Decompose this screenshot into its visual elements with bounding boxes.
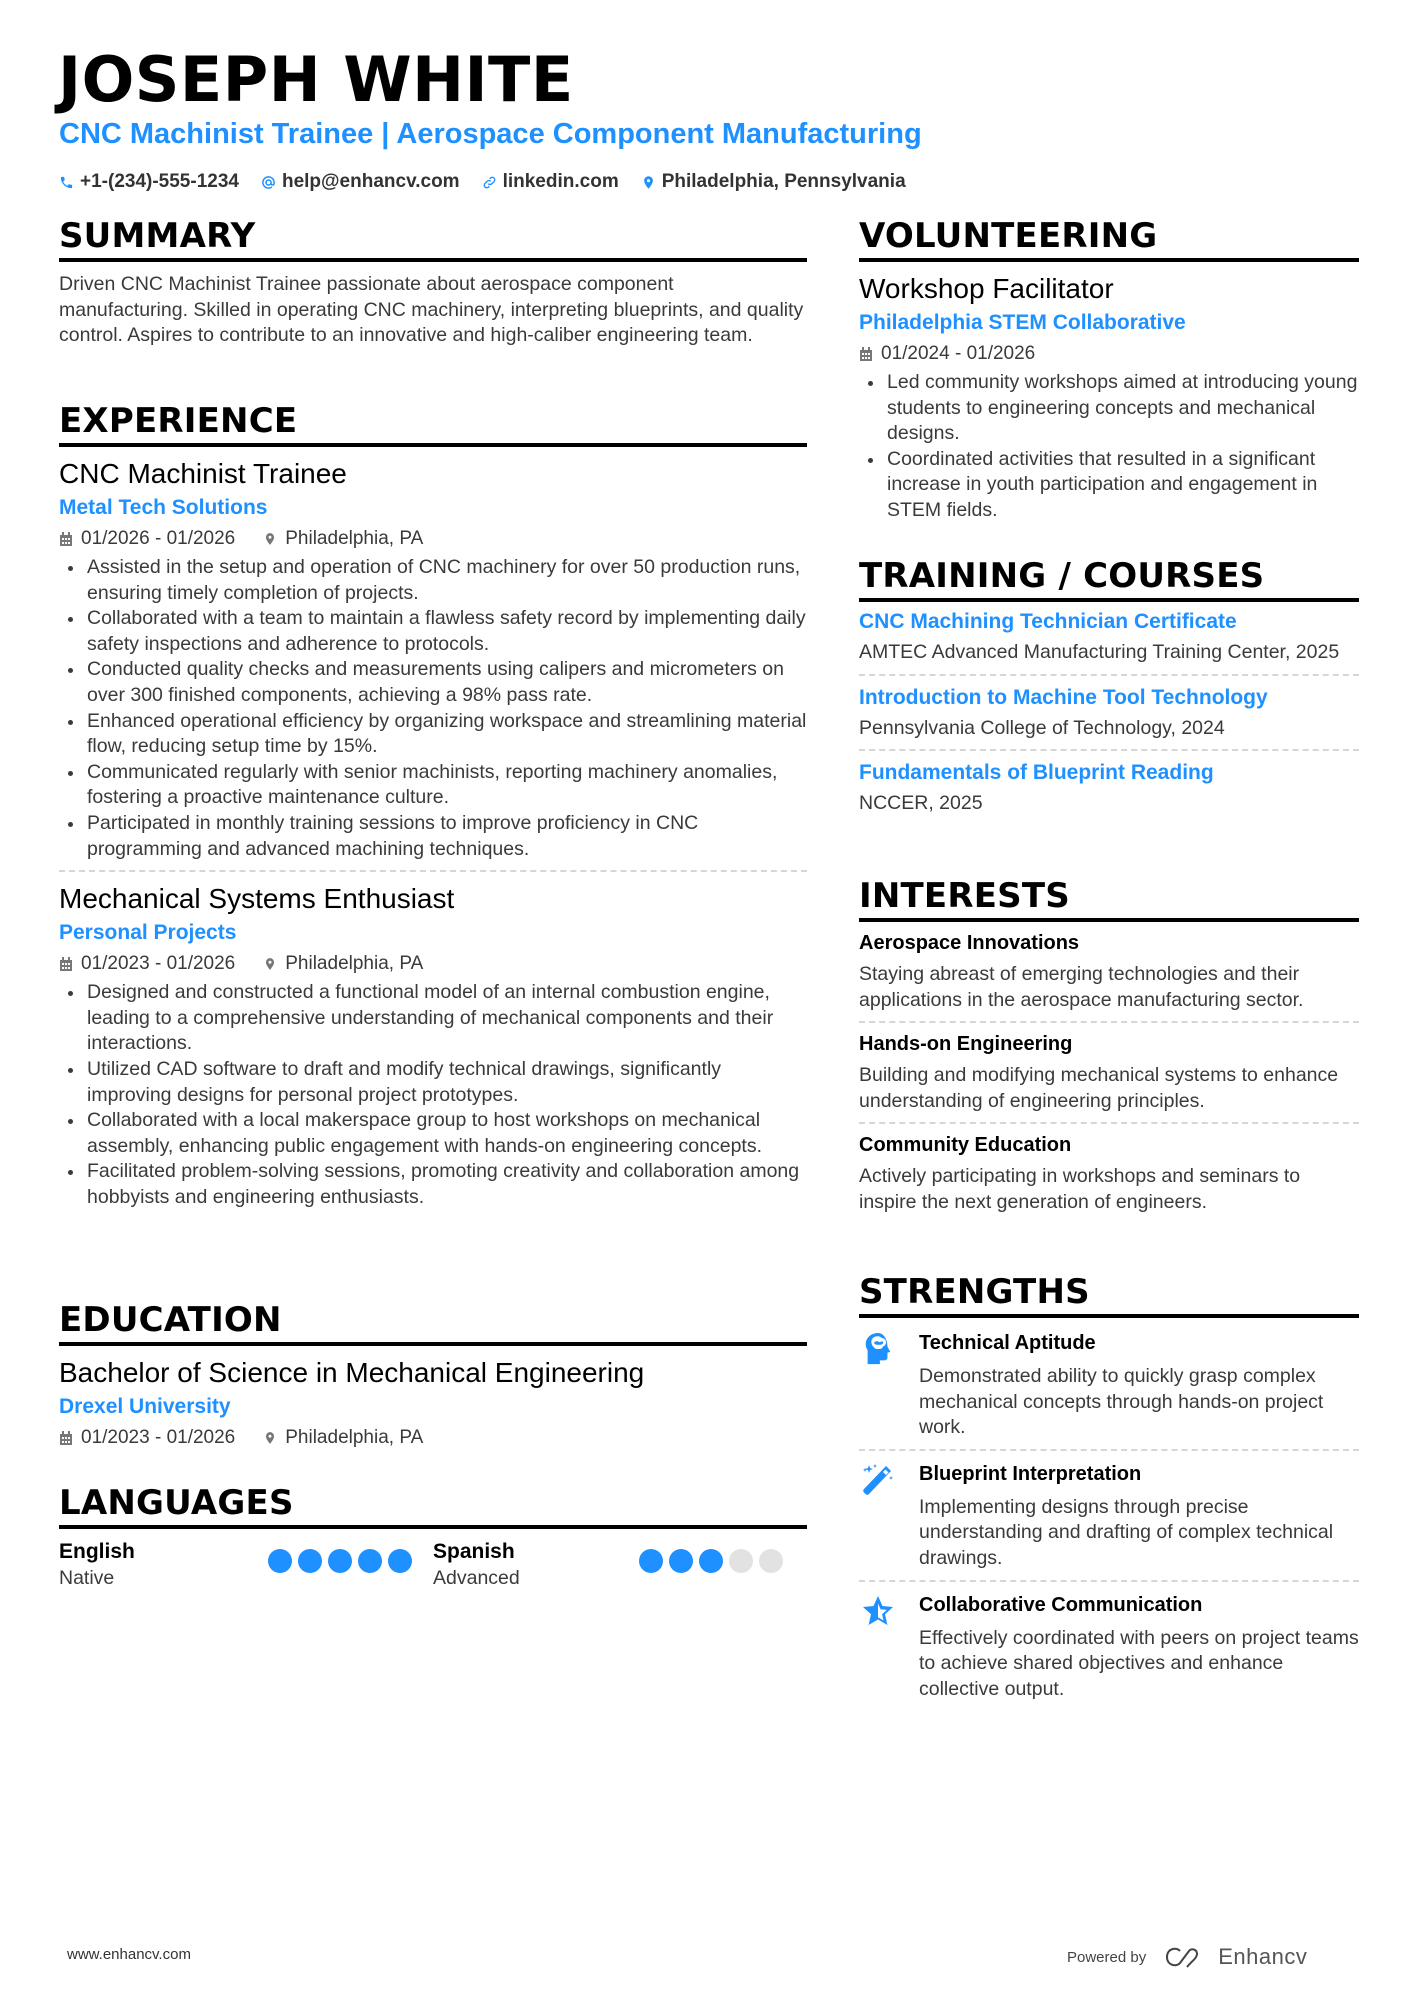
head-brain-icon: [861, 1332, 895, 1366]
degree: Bachelor of Science in Mechanical Engineering: [59, 1357, 645, 1388]
calendar-icon: [859, 346, 873, 362]
education-item: [59, 1356, 807, 1450]
education-section: [59, 1300, 807, 1450]
course-provider: AMTEC Advanced Manufacturing Training Center, 2025: [859, 641, 1340, 663]
languages-list: [59, 1539, 807, 1591]
job-title: Mechanical Systems Enthusiast: [59, 883, 455, 915]
item-divider: [859, 674, 1359, 676]
contact-phone[interactable]: [59, 170, 239, 194]
interest-item: [859, 1031, 1359, 1114]
volunteer-bullets: [859, 370, 1359, 524]
experience-item: [59, 457, 807, 862]
bullet: Utilized CAD software to draft and modify technical drawings, significantly improving designs for personal project prototypes.: [59, 1057, 807, 1108]
job-meta: [59, 527, 807, 551]
calendar-icon: [59, 1430, 73, 1446]
job-location: Philadelphia, PA: [285, 528, 424, 549]
phone-icon: [59, 175, 74, 190]
language-level: Advanced: [433, 1567, 520, 1589]
volunteer-org: Philadelphia STEM Collaborative: [859, 311, 1186, 334]
strength-title: Technical Aptitude: [919, 1332, 1096, 1354]
bullet: Led community workshops aimed at introducing young students to engineering concepts and mechanical designs.: [859, 370, 1359, 447]
bullet: Assisted in the setup and operation of CNC machinery for over 50 production runs, ensuring timely completion of projects.: [59, 555, 807, 606]
powered-by-label: Powered by: [1067, 1948, 1147, 1966]
job-bullets: [59, 555, 807, 862]
bullet: Enhanced operational efficiency by organizing workspace and streamlining material flow, reducing setup time by 15%.: [59, 709, 807, 760]
section-title-training: TRAINING / COURSES: [859, 556, 1265, 596]
company-name: Personal Projects: [59, 921, 237, 945]
strength-item: [859, 1592, 1359, 1703]
course-item: [859, 684, 1359, 742]
rating-dot-empty: [729, 1549, 753, 1573]
calendar-icon: [59, 531, 73, 547]
enhancv-logo-icon: [1164, 1945, 1210, 1969]
magic-wand-icon: [861, 1463, 895, 1497]
half-star-icon: [861, 1594, 895, 1628]
volunteering-item: [859, 272, 1359, 524]
rating-dot-filled: [268, 1549, 292, 1573]
location-pin-icon: [641, 175, 656, 190]
education-meta: [59, 1426, 807, 1450]
item-divider: [859, 1021, 1359, 1023]
candidate-name: JOSEPH WHITE: [58, 43, 574, 116]
course-item: [859, 759, 1359, 817]
rating-dot-filled: [358, 1549, 382, 1573]
bullet: Designed and constructed a functional model of an internal combustion engine, leading to a comprehensive understanding of mechanical components and their interactions.: [59, 980, 807, 1057]
language-level: Native: [59, 1567, 115, 1589]
calendar-icon: [59, 956, 73, 972]
section-title-experience: EXPERIENCE: [59, 401, 298, 441]
interest-item: [859, 930, 1359, 1013]
bullet: Coordinated activities that resulted in a significant increase in youth participation and engagement in STEM fields.: [859, 447, 1359, 524]
section-rule: [859, 918, 1359, 922]
interest-text: Actively participating in workshops and seminars to inspire the next generation of engineers.: [859, 1165, 1301, 1213]
training-section: [859, 556, 1359, 817]
course-title: CNC Machining Technician Certificate: [859, 610, 1237, 633]
interest-item: [859, 1132, 1359, 1215]
contact-email-text: help@enhancv.com: [281, 171, 460, 192]
job-dates: 01/2026 - 01/2026: [81, 528, 236, 549]
contact-linkedin[interactable]: [482, 170, 619, 194]
item-divider: [859, 749, 1359, 751]
interest-text: Staying abreast of emerging technologies and their applications in the aerospace manufacturing sector.: [859, 963, 1304, 1011]
section-rule: [59, 443, 807, 447]
course-provider: NCCER, 2025: [859, 792, 983, 815]
bullet: Collaborated with a local makerspace group to host workshops on mechanical assembly, enhancing public engagement with hands-on engineering concepts.: [59, 1108, 807, 1159]
bullet: Participated in monthly training sessions to improve proficiency in CNC programming and advanced machining techniques.: [59, 811, 807, 862]
language-english: [59, 1539, 433, 1591]
brand-logo[interactable]: [1164, 1944, 1307, 1970]
section-rule: [859, 258, 1359, 262]
strength-text: Effectively coordinated with peers on project teams to achieve shared objectives and enhance collective output.: [919, 1626, 1359, 1700]
volunteering-section: [859, 216, 1359, 524]
section-rule: [859, 1314, 1359, 1318]
company-name: Metal Tech Solutions: [59, 496, 268, 519]
contact-location: [641, 170, 906, 194]
footer-website[interactable]: www.enhancv.com: [67, 1946, 191, 1963]
footer-branding: [1067, 1944, 1307, 1970]
headline: CNC Machinist Trainee | Aerospace Component Manufacturing: [59, 118, 922, 150]
brand-name: Enhancv: [1218, 1944, 1308, 1969]
contact-email[interactable]: [261, 170, 460, 194]
section-title-summary: SUMMARY: [59, 216, 256, 256]
course-title: Fundamentals of Blueprint Reading: [859, 761, 1214, 785]
course-provider: Pennsylvania College of Technology, 2024: [859, 716, 1225, 739]
rating-dot-filled: [298, 1549, 322, 1573]
item-divider: [859, 1449, 1359, 1451]
section-title-volunteering: VOLUNTEERING: [859, 216, 1158, 256]
section-title-languages: LANGUAGES: [59, 1483, 294, 1523]
rating-dot-filled: [699, 1549, 723, 1573]
experience-item: [59, 882, 807, 1210]
education-location: Philadelphia, PA: [285, 1427, 424, 1448]
interest-title: Aerospace Innovations: [859, 932, 1080, 954]
section-title-interests: INTERESTS: [859, 876, 1070, 916]
strength-text: Implementing designs through precise understanding and drafting of complex technical drawings.: [919, 1495, 1334, 1569]
volunteer-meta: [859, 342, 1359, 366]
link-icon: [482, 175, 497, 190]
course-item: [859, 608, 1359, 666]
section-title-strengths: STRENGTHS: [859, 1272, 1090, 1312]
section-rule: [59, 1342, 807, 1346]
school-name: Drexel University: [59, 1395, 231, 1418]
strengths-section: [859, 1272, 1359, 1702]
rating-dot-filled: [669, 1549, 693, 1573]
job-title: CNC Machinist Trainee: [59, 458, 347, 489]
contact-bar: [59, 170, 906, 194]
strength-item: [859, 1461, 1359, 1572]
location-pin-icon: [263, 956, 277, 972]
strength-title: Collaborative Communication: [919, 1593, 1203, 1616]
item-divider: [859, 1122, 1359, 1124]
language-name: Spanish: [433, 1540, 515, 1563]
bullet: Facilitated problem-solving sessions, promoting creativity and collaboration among hobbyists and engineering enthusiasts.: [59, 1159, 807, 1210]
bullet: Communicated regularly with senior machinists, reporting machinery anomalies, fostering a proactive maintenance culture.: [59, 760, 807, 811]
interest-text: Building and modifying mechanical systems to enhance understanding of engineering principles.: [859, 1064, 1339, 1112]
volunteer-dates: 01/2024 - 01/2026: [881, 343, 1036, 364]
contact-linkedin-text: linkedin.com: [502, 171, 619, 192]
rating-dot-empty: [759, 1549, 783, 1573]
summary-section: [59, 216, 807, 349]
interest-title: Hands-on Engineering: [859, 1033, 1073, 1056]
contact-phone-text: +1-(234)-555-1234: [80, 171, 239, 192]
experience-section: [59, 401, 807, 1210]
bullet: Conducted quality checks and measurements using calipers and micrometers on over 300 finished components, achieving a 98% pass rate.: [59, 657, 807, 708]
interests-section: [859, 876, 1359, 1216]
section-rule: [59, 258, 807, 262]
section-rule: [59, 1525, 807, 1529]
job-location: Philadelphia, PA: [285, 953, 424, 975]
summary-text: Driven CNC Machinist Trainee passionate about aerospace component manufacturing. Skilled in operating CNC machinery, interpreting blueprints, and quality control. Aspires to contribute to an innovative and high-caliber engineering team.: [59, 273, 804, 347]
job-meta: [59, 952, 807, 976]
location-pin-icon: [263, 1430, 277, 1446]
section-title-education: EDUCATION: [59, 1300, 282, 1340]
course-title: Introduction to Machine Tool Technology: [859, 685, 1268, 709]
bullet: Collaborated with a team to maintain a flawless safety record by implementing daily safety inspections and adherence to protocols.: [59, 606, 807, 657]
language-rating: [639, 1549, 783, 1573]
item-divider: [859, 1580, 1359, 1582]
education-dates: 01/2023 - 01/2026: [81, 1427, 236, 1448]
job-bullets: [59, 980, 807, 1210]
languages-section: [59, 1483, 807, 1591]
section-rule: [859, 598, 1359, 602]
strength-text: Demonstrated ability to quickly grasp complex mechanical concepts through hands-on project work.: [919, 1365, 1324, 1439]
rating-dot-filled: [639, 1549, 663, 1573]
interest-title: Community Education: [859, 1134, 1072, 1157]
rating-dot-filled: [388, 1549, 412, 1573]
at-icon: [261, 175, 276, 190]
item-divider: [59, 870, 807, 872]
language-name: English: [59, 1540, 135, 1563]
language-spanish: [433, 1539, 807, 1591]
job-dates: 01/2023 - 01/2026: [81, 953, 236, 975]
location-pin-icon: [263, 531, 277, 547]
volunteer-role: Workshop Facilitator: [859, 273, 1114, 304]
strength-title: Blueprint Interpretation: [919, 1462, 1142, 1485]
rating-dot-filled: [328, 1549, 352, 1573]
language-rating: [268, 1549, 412, 1573]
strength-item: [859, 1330, 1359, 1441]
contact-location-text: Philadelphia, Pennsylvania: [661, 171, 906, 192]
